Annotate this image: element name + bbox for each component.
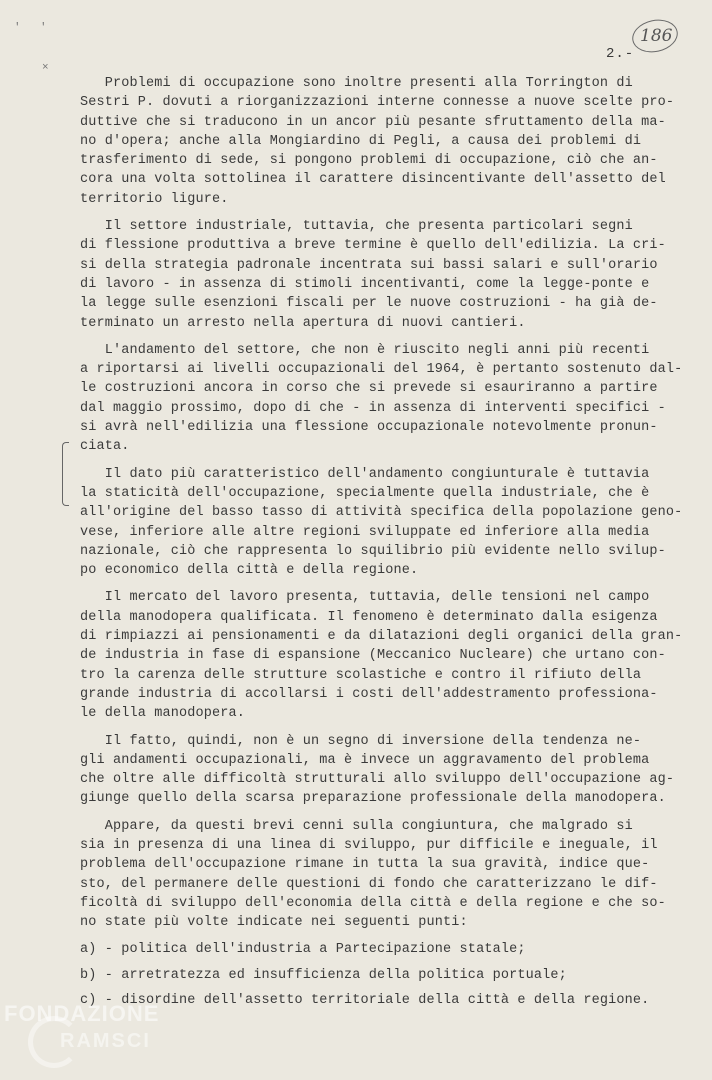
text-line: sto, del permanere delle questioni di fondo che caratterizzano le dif- [80,876,658,892]
archive-watermark-sub: RAMSCI [60,1030,151,1052]
text-line: all'origine del basso tasso di attività specifica della popolazione geno- [80,505,683,521]
text-line: Il dato più caratteristico dell'andamento congiunturale è tuttavia [80,466,650,482]
text-line: della manodopera qualificata. Il fenomeno è determinato dalla esigenza [80,609,658,625]
text-line: trasferimento di sede, si pongono problemi di occupazione, ciò che an- [80,153,658,169]
text-line: po economico della città e della regione. [80,563,419,579]
text-line: de industria in fase di espansione (Meccanico Nucleare) che urtano con- [80,648,666,664]
text-line: ficoltà di sviluppo dell'economia della città e della regione e che so- [80,895,666,911]
text-line: la legge sulle esenzioni fiscali per le nuove costruzioni - ha già de- [80,296,658,312]
text-line: ciata. [80,439,130,455]
text-line: cora una volta sottolinea il carattere disincentivante dell'assetto del [80,172,666,188]
text-line: di flessione produttiva a breve termine è quello dell'edilizia. La cri- [80,238,666,254]
text-line: no state più volte indicate nei seguenti punti: [80,915,468,931]
paragraph [80,465,683,581]
text-line: nazionale, ciò che rappresenta lo squilibrio più evidente nello svilup- [80,543,666,559]
page-number: 2.- [606,46,635,62]
text-line: Il mercato del lavoro presenta, tuttavia, delle tensioni nel campo [80,590,650,606]
text-line: grande industria di accollarsi i costi dell'addestramento professiona- [80,686,658,702]
text-line: Il fatto, quindi, non è un segno di inversione della tendenza ne- [80,733,642,749]
list-item: a) - politica dell'industria a Partecipazione statale; [80,942,526,958]
text-line: si della strategia padronale incentrata sui bassi salari e sull'orario [80,257,658,273]
text-line: territorio ligure. [80,191,229,207]
text-line: gli andamenti occupazionali, ma è invece un aggravamento del problema [80,752,650,768]
text-line: a riportarsi ai livelli occupazionali del 1964, è pertanto sostenuto dal- [80,362,683,378]
paragraph [80,341,683,457]
paragraph [80,217,680,333]
margin-mark: × [42,62,49,74]
text-line: vese, inferiore alle altre regioni sviluppate ed inferiore alla media [80,524,650,540]
text-line: sia in presenza di una linea di sviluppo, pur difficile e ineguale, il [80,837,658,853]
text-line: Il settore industriale, tuttavia, che presenta particolari segni [80,219,633,235]
paragraph [80,74,680,209]
archive-watermark: FONDAZIONE [4,1001,160,1026]
text-line: duttive che si traducono in un ancor più pesante sfruttamento della ma- [80,114,666,130]
paragraph [80,817,680,933]
margin-mark: ' [14,22,21,34]
list-item: c) - disordine dell'assetto territoriale della città e della regione. [80,993,650,1009]
text-line: dal maggio prossimo, dopo di che - in assenza di interventi specifici - [80,400,666,416]
text-line: si avrà nell'edilizia una flessione occupazionale notevolmente pronun- [80,420,658,436]
margin-bracket-mark [62,442,69,506]
paragraph [80,732,680,809]
margin-mark: ' [40,22,47,34]
folio-number: 186 [640,26,673,46]
text-line: tro la carenza delle strutture scolastiche e contro il rifiuto della [80,667,642,683]
text-line: Appare, da questi brevi cenni sulla congiuntura, che malgrado si [80,818,633,834]
text-line: la staticità dell'occupazione, specialmente quella industriale, che è [80,485,650,501]
text-line: Sestri P. dovuti a riorganizzazioni interne connesse a nuove scelte pro- [80,95,675,111]
text-line: di lavoro - in assenza di stimoli incentivanti, come la legge-ponte e [80,276,650,292]
text-line: giunge quello della scarsa preparazione professionale della manodopera. [80,791,666,807]
text-line: le della manodopera. [80,706,246,722]
text-line: che oltre alle difficoltà strutturali allo sviluppo dell'occupazione ag- [80,772,675,788]
text-line: L'andamento del settore, che non è riuscito negli anni più recenti [80,342,650,358]
typed-body-text [80,74,683,1015]
text-line: no d'opera; anche alla Mongiardino di Pegli, a causa dei problemi di [80,133,642,149]
text-line: le costruzioni ancora in corso che si prevede si esauriranno a partire [80,381,658,397]
list-item: b) - arretratezza ed insufficienza della politica portuale; [80,967,567,983]
text-line: problema dell'occupazione rimane in tutta la sua gravità, indice que- [80,857,650,873]
paragraph [80,588,683,723]
text-line: di rimpiazzi ai pensionamenti e da dilatazioni degli organici della gran- [80,629,683,645]
text-line: terminato un arresto nella apertura di nuovi cantieri. [80,315,526,331]
text-line: Problemi di occupazione sono inoltre presenti alla Torrington di [80,76,633,91]
